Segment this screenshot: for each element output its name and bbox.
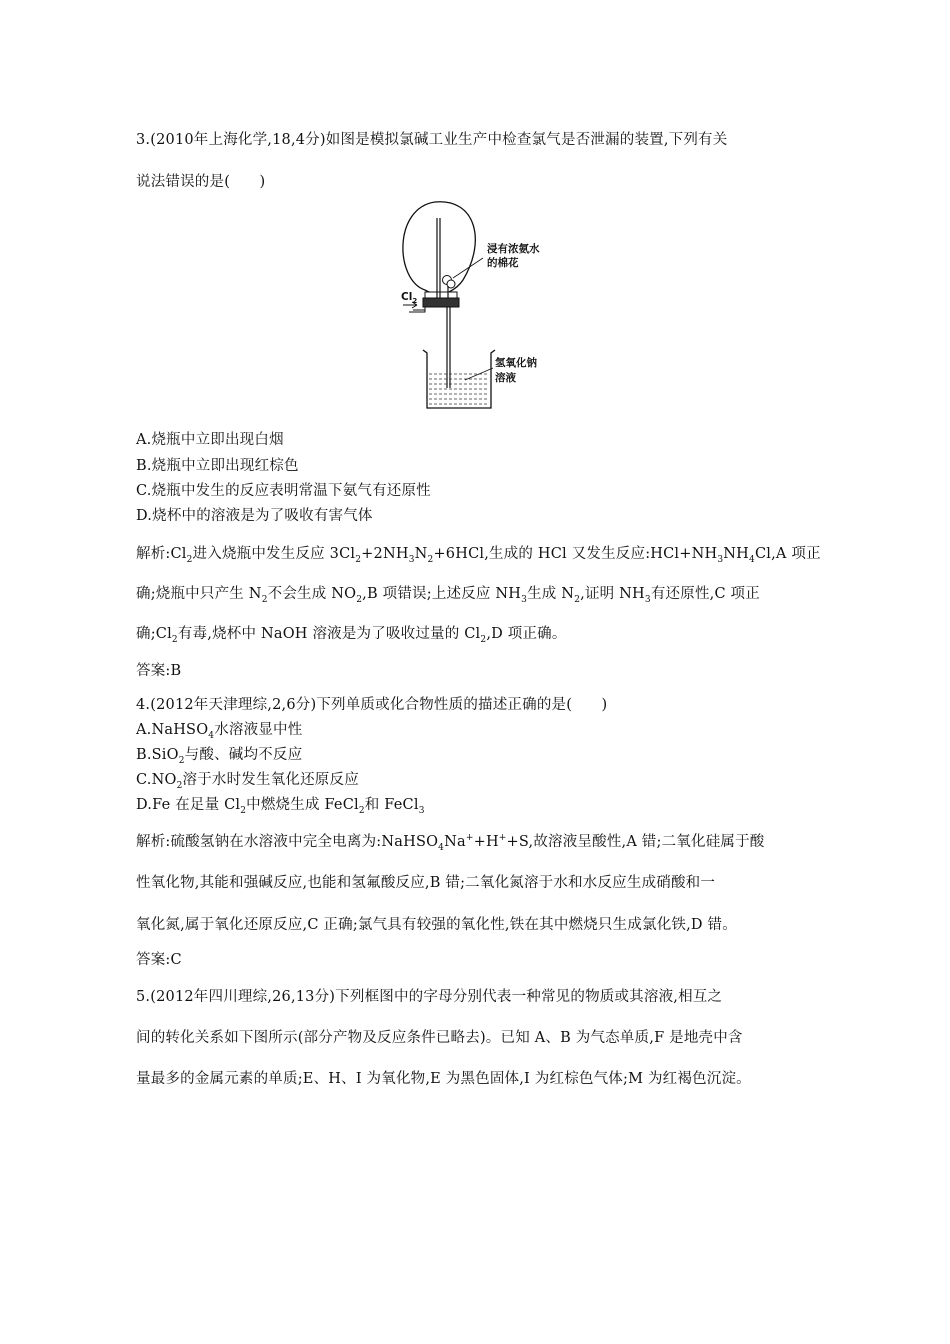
q3-option-b: B.烧瓶中立即出现红棕色 [136, 458, 299, 474]
q5-line3: 量最多的金属元素的单质;E、H、I 为氧化物,E 为黑色固体,I 为红棕色气体;M 为红褐色沉淀。 [136, 1071, 751, 1087]
q4-option-a: A.NaHSO$_4$水溶液显中性 [136, 722, 303, 741]
apparatus-diagram [395, 200, 555, 415]
q4-answer: 答案:C [136, 952, 182, 968]
label-naoh-line2: 溶液 [495, 372, 516, 384]
q4-analysis-line1: 解析:硫酸氢钠在水溶液中完全电离为:NaHSO$_4$Na++H++S,故溶液呈酸性,A 错;二氧化硅属于酸 [136, 833, 765, 853]
q4-option-d: D.Fe 在足量 $Cl_2$中燃烧生成 FeCl$_2$和 FeCl$_3$ [136, 797, 425, 816]
q5-line2: 间的转化关系如下图所示(部分产物及反应条件已略去)。已知 A、B 为气态单质,F 是地壳中含 [136, 1030, 743, 1046]
q3-option-c: C.烧瓶中发生的反应表明常温下氨气有还原性 [136, 483, 431, 499]
q4-analysis-line2: 性氧化物,其能和强碱反应,也能和氢氟酸反应,B 错;二氧化氮溶于水和水反应生成硝酸和一 [136, 875, 716, 891]
label-cotton-line1: 浸有浓氨水 [487, 243, 540, 255]
q4-analysis-line3: 氧化氮,属于氧化还原反应,C 正确;氯气具有较强的氧化性,铁在其中燃烧只生成氯化铁,D 错。 [136, 917, 737, 933]
label-cl2: $Cl_2$ [401, 291, 418, 305]
q4-option-c: $C.NO_2$溶于水时发生氧化还原反应 [136, 772, 359, 791]
q3-option-d: D.烧杯中的溶液是为了吸收有害气体 [136, 508, 373, 524]
q3-stem-line2: 说法错误的是( ) [136, 174, 266, 190]
q3-analysis-line3: 确$;Cl_2$有毒,烧杯中 NaOH 溶液是为了吸收过量的 $Cl_2,D$ 项正确。 [136, 626, 567, 645]
label-cotton-line2: 的棉花 [487, 257, 519, 269]
q3-analysis-line1: 解析$:Cl_2$进入烧瓶中发生反应 $3Cl_2+2NH_3N_2+6HCl$,生成的 HCl 又发生反应$:HCl+NH_3NH_4Cl,A$ 项正 [136, 546, 821, 565]
q5-line1: 5.(2012年四川理综,26,13分)下列框图中的字母分别代表一种常见的物质或其溶液,相互之 [136, 989, 723, 1005]
q4-stem: 4.(2012年天津理综,2,6分)下列单质或化合物性质的描述正确的是( ) [136, 697, 608, 713]
q4-option-b: B.SiO$_2$与酸、碱均不反应 [136, 747, 303, 766]
label-naoh-line1: 氢氧化钠 [495, 357, 537, 369]
q3-option-a: A.烧瓶中立即出现白烟 [136, 432, 284, 448]
apparatus-figure [395, 200, 555, 415]
q3-answer: 答案:B [136, 663, 182, 679]
q3-analysis-line2: 确;烧瓶中只产生 $N_2$不会生成 $NO_2,B$ 项错误;上述反应 $NH_3$生成 $N_2$,证明 $NH_3$有还原性,C 项正 [136, 586, 760, 605]
q3-stem-line1: 3.(2010年上海化学,18,4分)如图是模拟氯碱工业生产中检查氯气是否泄漏的装置,下列有关 [136, 132, 728, 148]
